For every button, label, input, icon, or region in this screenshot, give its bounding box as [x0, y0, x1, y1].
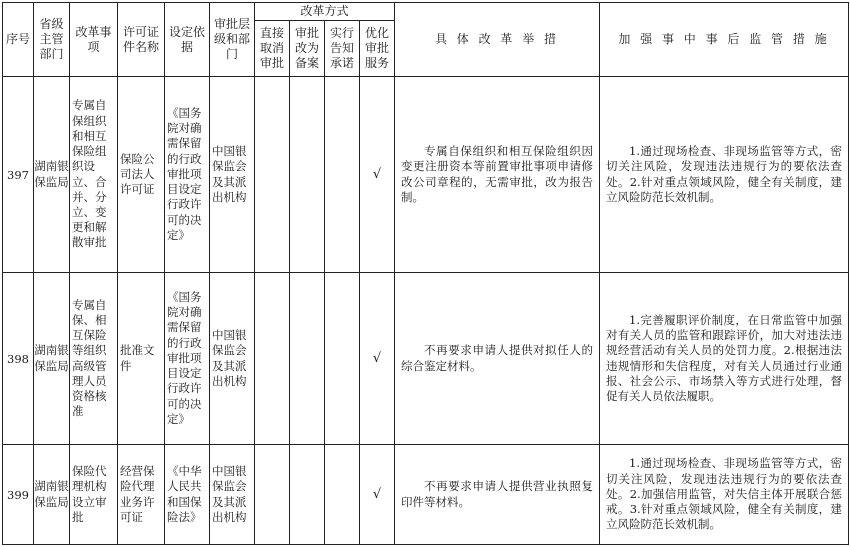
cell-measures: 不再要求申请人提供营业执照复印件等材料。	[395, 445, 600, 545]
table-row	[3, 273, 849, 445]
cell-mode-optimize: √	[360, 77, 395, 273]
header-supervision: 加 强 事 中 事 后 监 管 措 施	[600, 3, 849, 77]
reform-table	[2, 2, 849, 545]
cell-seq: 397	[3, 77, 34, 273]
cell-dept: 湖南银保监局	[34, 445, 70, 545]
header-level: 审批层级和部门	[210, 3, 255, 77]
header-license: 许可证件名称	[118, 3, 165, 77]
cell-measures: 不再要求申请人提供对拟任人的综合鉴定材料。	[395, 273, 600, 445]
cell-mode-cancel	[255, 445, 290, 545]
header-mode-cancel: 直接取消审批	[255, 21, 290, 77]
header-mode-filing: 审批改为备案	[290, 21, 325, 77]
cell-mode-optimize: √	[360, 445, 395, 545]
cell-level: 中国银保监会及其派出机构	[210, 273, 255, 445]
cell-mode-notify	[325, 273, 360, 445]
cell-license: 保险公司法人许可证	[118, 77, 165, 273]
cell-basis: 《中华人民共和国保险法》	[165, 445, 210, 545]
cell-measures: 专属自保组织和相互保险组织因变更注册资本等前置审批事项申请修改公司章程的，无需审批，改为报告制。	[395, 77, 600, 273]
header-dept: 省级主管部门	[34, 3, 70, 77]
cell-license: 经营保险代理业务许可证	[118, 445, 165, 545]
header-reform-mode: 改革方式	[255, 3, 395, 21]
header-mode-notify: 实行告知承诺	[325, 21, 360, 77]
table-row	[3, 445, 849, 545]
cell-mode-filing	[290, 77, 325, 273]
cell-basis: 《国务院对确需保留的行政审批项目设定行政许可的决定》	[165, 273, 210, 445]
header-measures: 具 体 改 革 举 措	[395, 3, 600, 77]
cell-mode-filing	[290, 445, 325, 545]
cell-mode-notify	[325, 77, 360, 273]
cell-license: 批准文件	[118, 273, 165, 445]
cell-mode-cancel	[255, 77, 290, 273]
cell-mode-optimize: √	[360, 273, 395, 445]
cell-mode-notify	[325, 445, 360, 545]
cell-mode-filing	[290, 273, 325, 445]
cell-mode-cancel	[255, 273, 290, 445]
cell-level: 中国银保监会及其派出机构	[210, 445, 255, 545]
cell-seq: 399	[3, 445, 34, 545]
cell-dept: 湖南银保监局	[34, 273, 70, 445]
cell-seq: 398	[3, 273, 34, 445]
cell-supervision: 1.通过现场检查、非现场监管等方式，密切关注风险，发现违法违规行为的要依法查处。2.针对重点领域风险，健全有关制度，建立风险防范长效机制。	[600, 77, 849, 273]
cell-level: 中国银保监会及其派出机构	[210, 77, 255, 273]
cell-basis: 《国务院对确需保留的行政审批项目设定行政许可的决定》	[165, 77, 210, 273]
header-mode-optimize: 优化审批服务	[360, 21, 395, 77]
header-item: 改革事项	[70, 3, 118, 77]
cell-supervision: 1.完善履职评价制度，在日常监管中加强对有关人员的监管和跟踪评价，加大对违法违规经营活动有关人员的处罚力度。2.根据违法违规情形和失信程度，对有关人员通过行业通报、社会公示、市场禁入等方式进行处理，督促有关人员依法履职。	[600, 273, 849, 445]
table-row	[3, 77, 849, 273]
cell-supervision: 1.通过现场检查、非现场监管等方式，密切关注风险，发现违法违规行为的要依法查处。2.加强信用监管，对失信主体开展联合惩戒。3.针对重点领域风险，健全有关制度，建立风险防范长效机制。	[600, 445, 849, 545]
cell-item: 专属自保组织和相互保险组织设立、合并、分立、变更和解散审批	[70, 77, 118, 273]
header-seq: 序号	[3, 3, 34, 77]
header-row-1	[3, 3, 849, 21]
cell-item: 保险代理机构设立审批	[70, 445, 118, 545]
cell-dept: 湖南银保监局	[34, 77, 70, 273]
header-basis: 设定依据	[165, 3, 210, 77]
cell-item: 专属自保、相互保险等组织高级管理人员资格核准	[70, 273, 118, 445]
